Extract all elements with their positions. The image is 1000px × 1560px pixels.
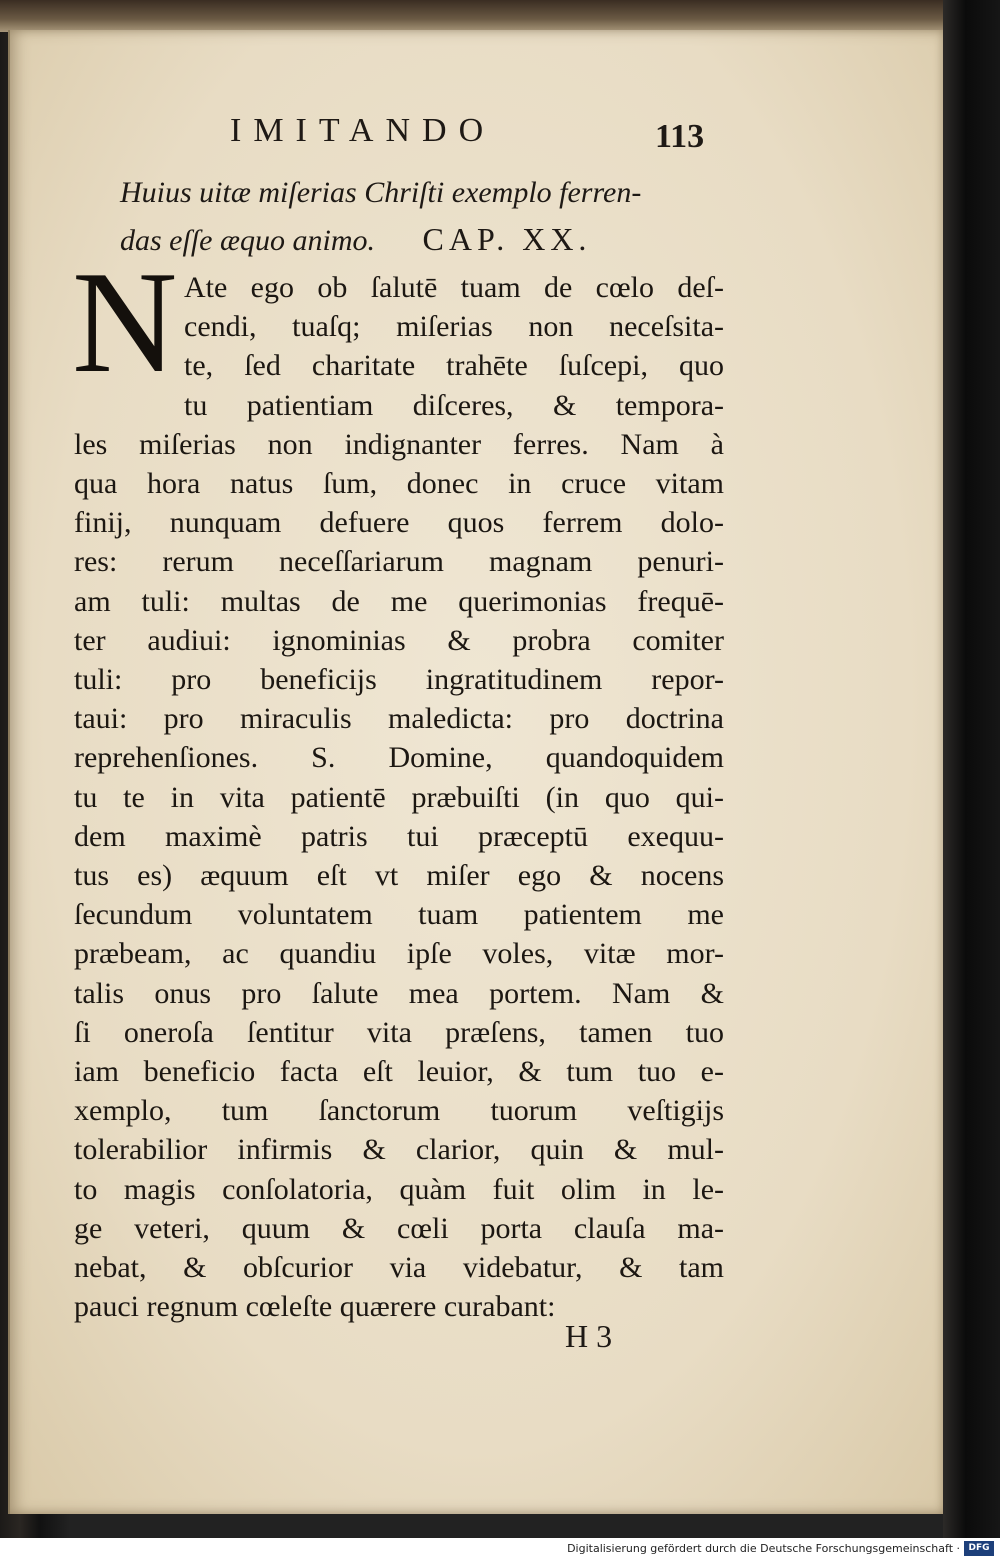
text-line: les miſerias non indignanter ferres. Nam à [74,427,724,461]
right-margin-shadow [943,0,1000,1538]
chapter-heading [120,170,730,264]
text-line: res: rerum neceſſariarum magnam penuri- [74,545,724,579]
drop-cap-initial: N [72,241,178,403]
page-number: 113 [655,118,705,155]
chapter-label: CAP. XX. [422,221,592,257]
dfg-logo-icon[interactable]: DFG [964,1541,994,1556]
text-line: to magis conſolatoria, quàm fuit olim in le- [74,1172,724,1206]
text-line: xemplo, tum ſanctorum tuorum veſtigijs [74,1094,724,1128]
text-line: Ate ego ob ſalutē tuam de cœlo deſ- [184,271,724,304]
body-text [74,268,724,1326]
top-edge [0,0,1000,32]
text-line: pauci regnum cœleſte quærere curabant: [74,1290,556,1324]
text-line: am tuli: multas de me querimonias frequē- [74,584,724,618]
text-line: talis onus pro ſalute mea portem. Nam & [74,976,724,1010]
text-line: ter audiui: ignominias & probra comiter [74,623,724,657]
chapter-heading-line-1: Huius uitæ miſerias Chriſti exemplo ferren- [120,176,642,209]
text-line: te, ſed charitate trahēte ſuſcepi, quo [184,349,724,383]
text-line: reprehenſiones. S. Domine, quandoquidem [74,741,724,775]
running-head: IMITANDO [230,112,496,149]
text-line: dem maximè patris tui præceptū exequu- [74,819,724,853]
text-line: finij, nunquam defuere quos ferrem dolo- [74,506,724,540]
signature-mark: H 3 [565,1318,613,1354]
text-line: præbeam, ac quandiu ipſe voles, vitæ mor- [74,937,724,971]
text-line: tuli: pro beneficijs ingratitudinem repor- [74,663,724,697]
chapter-heading-line-2: das eſſe æquo animo. [120,224,375,257]
text-line: ſecundum voluntatem tuam patientem me [74,898,724,932]
text-line: nebat, & obſcurior via videbatur, & tam [74,1251,724,1285]
text-line: taui: pro miraculis maledicta: pro doctrina [74,702,724,736]
text-line: iam beneficio facta eſt leuior, & tum tuo e- [74,1055,724,1089]
text-line: qua hora natus ſum, donec in cruce vitam [74,467,724,501]
footer-bar [0,1538,1000,1560]
text-line: tus es) æquum eſt vt miſer ego & nocens [74,859,724,893]
text-line: ge veteri, quum & cœli porta clauſa ma- [74,1211,724,1245]
text-line: ſi oneroſa ſentitur vita præſens, tamen tuo [74,1015,724,1049]
footer-credit: Digitalisierung gefördert durch die Deutsche Forschungsgemeinschaft · [567,1542,960,1555]
text-line: cendi, tuaſq; miſerias non neceſsita- [184,310,724,344]
text-line: tu patientiam diſceres, & tempora- [184,388,724,422]
text-line: tu te in vita patientē præbuiſti (in quo qui- [74,780,724,814]
text-line: tolerabilior infirmis & clarior, quin & mul- [74,1133,724,1167]
